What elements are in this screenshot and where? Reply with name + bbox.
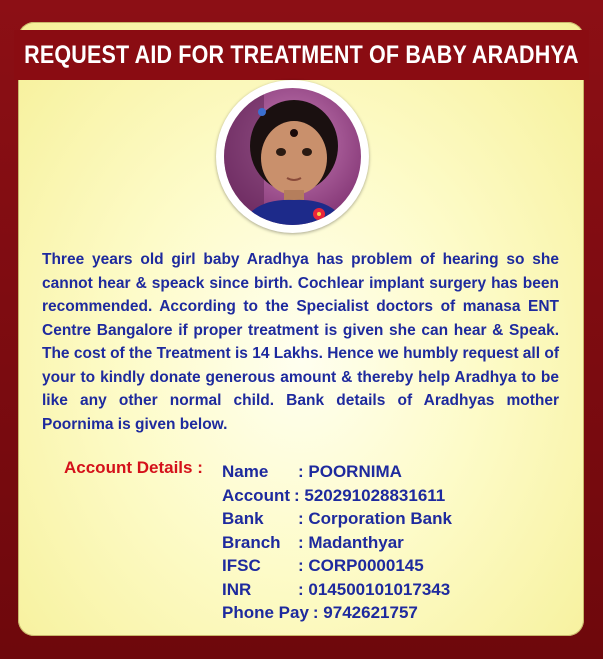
account-row-ifsc xyxy=(222,554,452,578)
account-value: : 520291028831611 xyxy=(294,485,446,505)
account-details-heading: Account Details : xyxy=(64,458,203,477)
account-value: : 014500101017343 xyxy=(298,579,451,599)
account-value: : CORP0000145 xyxy=(298,556,424,575)
account-row-account xyxy=(222,484,452,508)
appeal-description: Three years old girl baby Aradhya has problem of hearing so she cannot hear & speack since birth. Cochlear implant surgery has been recommended. According to the Specialist doctors of manasa ENT Centre Bangalore if proper treatment is given she can hear & Speak. The cost of the Treatment is 14 Lakhs. Hence we humbly request all of your to kindly donate generous amount & thereby help Aradhya to be like any other normal child. Bank details of Aradhyas mother Poornima is given below. xyxy=(42,251,559,433)
child-portrait-illustration xyxy=(224,88,361,225)
account-value: : 9742621757 xyxy=(312,603,418,622)
photo-frame xyxy=(216,80,369,233)
account-row-name xyxy=(222,460,452,484)
account-key: Branch xyxy=(222,532,281,552)
account-value: : Madanthyar xyxy=(298,532,404,552)
account-key: INR xyxy=(222,579,252,599)
account-key: IFSC xyxy=(222,556,261,575)
account-key: Bank xyxy=(222,509,264,528)
child-portrait-icon xyxy=(224,88,361,225)
title-bar xyxy=(14,30,589,80)
account-row-bank xyxy=(222,507,452,531)
poster-title: REQUEST AID FOR TREATMENT OF BABY ARADHYA xyxy=(24,40,579,69)
account-row-branch xyxy=(222,531,452,555)
account-value: : Corporation Bank xyxy=(298,509,452,528)
account-row-inr xyxy=(222,578,452,602)
account-key: Phone Pay xyxy=(222,603,309,622)
account-key: Name xyxy=(222,462,269,481)
account-key: Account xyxy=(222,485,290,505)
account-details-list xyxy=(222,460,452,625)
account-value: : POORNIMA xyxy=(298,462,402,481)
account-row-phone-pay xyxy=(222,601,452,625)
